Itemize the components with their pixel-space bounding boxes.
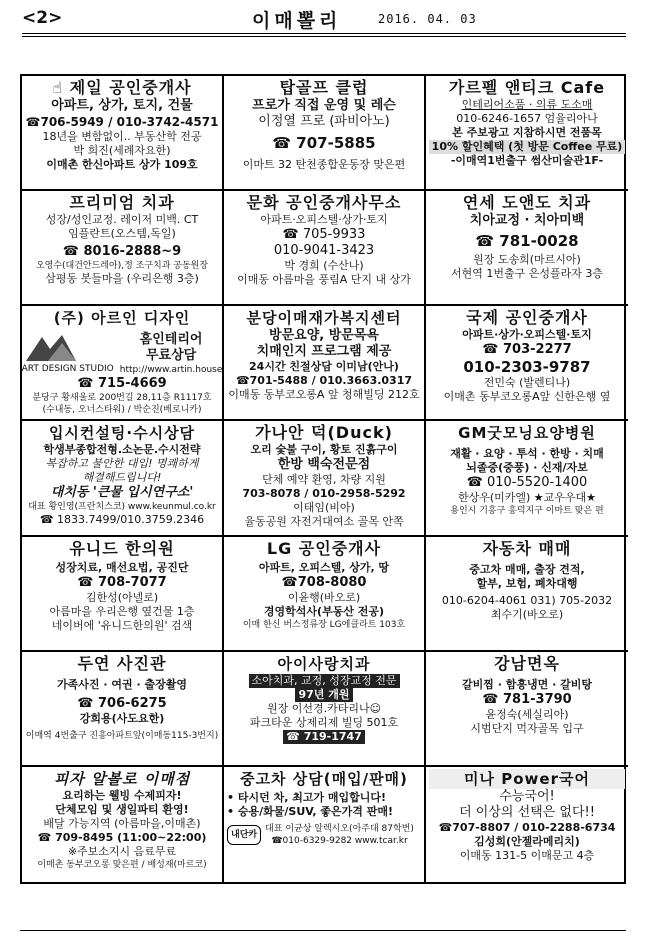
ad-address: 이매동 아름마을 풍림A 단지 내 상가 bbox=[237, 273, 411, 287]
ad-address: 이매역 4번출구 진흥아파트앞(이매동115-3번지) bbox=[25, 730, 219, 741]
ad-line: 수능국어! bbox=[499, 788, 555, 804]
ad-line: 홈인테리어 bbox=[139, 332, 203, 348]
ad-phone: ☎ 1833.7499/010.3759.2346 bbox=[39, 513, 205, 527]
ad-line: 인테리어소품 · 의류 도소매 bbox=[461, 98, 593, 111]
ad-isarang-dental bbox=[224, 652, 426, 767]
ad-address: 삼평동 봇들마을 (우리은행 3층) bbox=[45, 272, 199, 286]
ad-line: 단체 예약 환영, 차량 지원 bbox=[262, 473, 386, 487]
ad-line: 성장치료, 매선요법, 공진단 bbox=[55, 560, 189, 574]
ad-line: 성장/성인교정. 레이저 미백. CT bbox=[45, 213, 199, 227]
ad-goodmorning-hospital bbox=[426, 421, 628, 536]
footer-rule bbox=[20, 930, 626, 931]
ad-line: 97년 개원 bbox=[295, 688, 352, 702]
ad-line: 본 주보광고 지참하시면 전품목 bbox=[452, 126, 602, 139]
ad-top-golf bbox=[224, 76, 426, 191]
ad-unid-clinic bbox=[22, 537, 224, 652]
ad-phone: ☎701-5488 / 010.3663.0317 bbox=[235, 374, 413, 388]
ad-contact: 이정열 프로 (파비아노) bbox=[258, 114, 390, 129]
ad-contact: 대표 이균상 알렉시오(아주대 87학번) bbox=[265, 823, 414, 834]
ad-bundang-care-center bbox=[224, 306, 426, 421]
page-number: <2> bbox=[22, 8, 63, 28]
ad-mobile: 010-2303-9787 bbox=[463, 358, 591, 377]
ad-contact: 한상우(미카엘) ★교우우대★ bbox=[457, 491, 597, 505]
ad-phone: ☎706-5949 / 010-3742-4571 bbox=[25, 115, 219, 129]
ad-contact: 이윤행(바오로) bbox=[287, 590, 361, 604]
ad-contact: 박 경희 (수산나) bbox=[284, 259, 364, 273]
issue-date: 2016. 04. 03 bbox=[378, 12, 477, 26]
ad-contact: 대표 황인영(프란치스코) www.keunmul.co.kr bbox=[28, 502, 216, 513]
ad-phone: ☎708-8080 bbox=[281, 574, 367, 590]
ad-title: (주) 아르인 디자인 bbox=[53, 309, 191, 328]
ad-line: 할부, 보험, 폐차대행 bbox=[476, 576, 578, 590]
ad-admission-consulting bbox=[22, 421, 224, 536]
ad-contact: 윤정숙(세실리아) bbox=[485, 707, 569, 721]
ad-line: • 승용/화물/SUV, 좋은가격 판매! bbox=[227, 804, 393, 818]
ad-line: ※주보소지시 음료무료 bbox=[67, 844, 177, 858]
ad-contact: 전민숙 (발렌티나) bbox=[483, 376, 571, 390]
ad-line: 아파트·상가·오피스텔·토지 bbox=[462, 328, 592, 342]
ad-address: 용인시 기흥구 흥덕지구 이마트 맞은 편 bbox=[450, 506, 604, 517]
ad-contact: 원장 도송희(마르시아) bbox=[473, 253, 581, 267]
ad-line: 배달 가능지역 (아름마을,이매촌) bbox=[43, 816, 201, 830]
ad-contact: 박 희진(세례자요한) bbox=[73, 144, 171, 157]
ad-address: 이매촌 한신아파트 상가 109호 bbox=[46, 158, 198, 171]
ad-title: 두연 사진관 bbox=[77, 653, 167, 673]
ad-gukje-realty bbox=[426, 306, 628, 421]
ad-address: 이마트 32 탄천종합운동장 맞은편 bbox=[242, 158, 406, 171]
ad-phone: ☎ 708-7077 bbox=[77, 574, 167, 590]
ad-address: 분당구 황새울로 200번길 28,11층 R1117호 bbox=[32, 393, 212, 404]
ad-phone: ☎ 703-2277 bbox=[482, 342, 572, 358]
ad-contact: 오영수(대건안드레아),정 조구치과 공동원장 bbox=[35, 261, 209, 272]
ad-duyeon-photo bbox=[22, 652, 224, 767]
ad-car-trading bbox=[426, 537, 628, 652]
ad-phone: ☎ 781-3790 bbox=[482, 691, 572, 707]
ad-phone: ☎ 010-5520-1400 bbox=[466, 475, 588, 491]
ad-mobile: 010-9041-3423 bbox=[273, 243, 375, 259]
ad-line: 한방 백숙전문점 bbox=[277, 457, 371, 473]
ad-line: 재활 · 요양 · 투석 · 한방 · 치매 bbox=[450, 447, 604, 461]
ad-contact: (수내동, 오너스타워) / 박순진(베로니카) bbox=[42, 405, 202, 416]
ad-title: 강남면옥 bbox=[494, 653, 560, 673]
ad-line: 치매인지 프로그램 제공 bbox=[256, 344, 392, 360]
ad-address: 이매촌 동부코오롱A앞 신한은행 옆 bbox=[443, 390, 611, 404]
ad-canaan-duck bbox=[224, 421, 426, 536]
ad-phone: 010-6204-4061 031) 705-2032 bbox=[441, 593, 613, 607]
ad-phone: ☎ 715-4669 bbox=[77, 376, 167, 392]
ad-line: • 타시던 차, 최고가 매입합니다! bbox=[227, 790, 387, 804]
ad-contact: 24시간 친절상담 이미남(안나) bbox=[249, 360, 399, 374]
ad-line: 오리 숯불 구이, 황토 진흙구이 bbox=[250, 443, 398, 457]
ad-title: LG 공인중개사 bbox=[266, 538, 382, 558]
ad-line: 임플란트(오스템,독일) bbox=[68, 227, 176, 241]
ad-phone: 703-8078 / 010-2958-5292 bbox=[242, 487, 406, 501]
page-header bbox=[22, 6, 626, 32]
ad-line: 학생부종합전형.소논문.수시전략 bbox=[43, 443, 201, 457]
ad-address: 이매동 131-5 이매문고 4층 bbox=[459, 848, 595, 862]
ad-contact: 강희용(사도요한) bbox=[79, 711, 165, 725]
ad-title: 아이사랑치과 bbox=[277, 654, 371, 673]
ad-garpel-antique bbox=[426, 76, 628, 191]
ad-contact: 원장 이선경.카타리나☺ bbox=[266, 701, 382, 715]
ad-title: 가나안 덕(Duck) bbox=[255, 423, 393, 443]
ad-jeil-realty bbox=[22, 76, 224, 191]
ad-address: 아름마을 우리은행 옆건물 1층 bbox=[49, 604, 195, 618]
ad-contact: 최수기(바오로) bbox=[490, 607, 564, 621]
ad-title: 유니드 한의원 bbox=[69, 538, 175, 558]
ad-line: 아파트, 오피스텔, 상가, 땅 bbox=[258, 560, 390, 574]
ad-line: 해결해드립니다! bbox=[82, 471, 162, 485]
ad-lg-realty bbox=[224, 537, 426, 652]
ad-line: 중고차 매매, 출장 견적, bbox=[469, 562, 585, 576]
ad-address: 파크타운 상제리제 빌딩 501호 bbox=[249, 715, 399, 729]
art-logo bbox=[22, 332, 223, 376]
ad-brand: 대치동 '큰물 입시연구소' bbox=[50, 485, 194, 501]
ad-phone: 010-6246-1657 엄율리아나 bbox=[456, 112, 598, 125]
ad-gangnam-myeonok bbox=[426, 652, 628, 767]
ad-title: 국제 공인중개사 bbox=[466, 308, 588, 328]
ad-address: 이매동 동부코오롱A 앞 청해빌딩 212호 bbox=[228, 388, 420, 402]
ad-title: 문화 공인중개사무소 bbox=[246, 193, 402, 213]
header-rule bbox=[22, 36, 626, 37]
ad-line: 뇌졸중(중풍) · 신재/자보 bbox=[466, 461, 588, 475]
ad-contact: 김한성(아넬로) bbox=[85, 590, 159, 604]
ad-premium-dental bbox=[22, 191, 224, 306]
ad-line: 단체모임 및 생일파티 환영! bbox=[55, 802, 189, 816]
ad-phone: ☎010-6329-9282 www.tcar.kr bbox=[271, 835, 408, 846]
ad-brand-logo: 내단카 bbox=[227, 825, 261, 845]
ad-pizza-alvolo bbox=[22, 767, 224, 882]
ad-phone: ☎ 707-5885 bbox=[272, 134, 376, 152]
ad-phone: ☎ 8016-2888~9 bbox=[62, 244, 182, 260]
ad-line: 요리하는 웰빙 수제피자! bbox=[62, 788, 182, 802]
ad-title: GM굿모닝요양병원 bbox=[458, 424, 596, 443]
ad-mina-power-korean bbox=[426, 767, 628, 882]
ad-discount: 10% 할인혜택 (첫 방문 Coffee 무료) bbox=[429, 140, 625, 154]
ad-line: 무료상담 bbox=[145, 348, 197, 364]
ad-line: 아파트·오피스텔·상가·토지 bbox=[260, 213, 388, 227]
ad-address: 이매촌 동부코오롱 맞은편 / 배성재(마르코) bbox=[37, 859, 207, 870]
ad-line: 경영학석사(부동산 전공) bbox=[263, 604, 385, 618]
header-rule bbox=[22, 33, 626, 34]
ad-title: ☝ 제일 공인중개사 bbox=[52, 78, 192, 97]
ad-used-car bbox=[224, 767, 426, 882]
ad-title: 입시컨설팅·수시상담 bbox=[48, 424, 196, 443]
ad-line: 더 이상의 선택은 없다!! bbox=[459, 804, 595, 820]
ad-phone: ☎707-8807 / 010-2288-6734 bbox=[438, 820, 616, 834]
ad-line: 아파트, 상가, 토지, 건물 bbox=[51, 98, 193, 113]
ad-contact: 이태임(비아) bbox=[293, 501, 355, 515]
ad-phone: ☎ 719-1747 bbox=[283, 730, 365, 744]
bulletin-title: 이매뽈리 bbox=[252, 10, 342, 32]
ad-contact: 김성희(안젤라메리치) bbox=[474, 834, 580, 848]
ad-line: 가족사진 · 여권 · 출장촬영 bbox=[57, 677, 187, 691]
ad-title: 미나 Power국어 bbox=[429, 769, 625, 789]
art-logo-mark bbox=[22, 333, 78, 363]
ad-phone: ☎ 705-9933 bbox=[282, 227, 366, 243]
ad-yonsei-dental bbox=[426, 191, 628, 306]
ad-line: 갈비찜 · 함흥냉면 · 갈비탕 bbox=[462, 677, 592, 691]
ad-phone: ☎ 706-6275 bbox=[77, 695, 167, 711]
ad-line: 복잡하고 불안한 대입! 명쾌하게 bbox=[45, 457, 199, 471]
ad-address: -이매역1번출구 썸산미술관1F- bbox=[450, 154, 604, 167]
ad-line: 프로가 직접 운영 및 레슨 bbox=[252, 98, 396, 113]
ad-brand: ART DESIGN STUDIO bbox=[22, 364, 114, 375]
ad-artin-design bbox=[22, 306, 224, 421]
ad-website: http://www.artin.house bbox=[119, 365, 223, 376]
ad-line: 치아교정 · 치아미백 bbox=[469, 213, 585, 229]
ad-title: 연세 도앤도 치과 bbox=[462, 193, 592, 213]
ad-address: 서현역 1번출구 은성플라자 3층 bbox=[451, 267, 603, 281]
ad-line: 방문요양, 방문목욕 bbox=[269, 328, 379, 344]
ad-line: 네이버에 '유니드한의원' 검색 bbox=[51, 618, 193, 632]
ad-address: 율동공원 자전거대여소 골목 안쪽 bbox=[244, 515, 404, 529]
ad-title: 중고차 상담(매입/판매) bbox=[240, 769, 408, 788]
ad-grid bbox=[20, 74, 626, 884]
ad-title: 자동차 매매 bbox=[482, 538, 572, 558]
ad-line: 소아치과, 교정, 성장교정 전문 bbox=[249, 674, 400, 688]
ad-title: 가르펠 앤티크 Cafe bbox=[448, 78, 606, 97]
ad-address: 이매 한신 버스정류장 LG에클라트 103호 bbox=[242, 619, 406, 630]
ad-phone: ☎ 709-8495 (11:00~22:00) bbox=[37, 830, 207, 844]
ad-address: 시범단지 먹자골목 입구 bbox=[470, 721, 584, 735]
ad-title: 피자 알볼로 이매점 bbox=[53, 769, 191, 788]
ad-title: 분당이매재가복지센터 bbox=[246, 309, 402, 328]
ad-line: 18년을 변함없이.. 부동산학 전공 bbox=[42, 130, 202, 143]
ad-phone: ☎ 781-0028 bbox=[475, 232, 579, 251]
ad-munhwa-realty bbox=[224, 191, 426, 306]
ad-title: 프리미엄 치과 bbox=[69, 193, 175, 213]
ad-title: 탑골프 클럽 bbox=[279, 78, 369, 97]
